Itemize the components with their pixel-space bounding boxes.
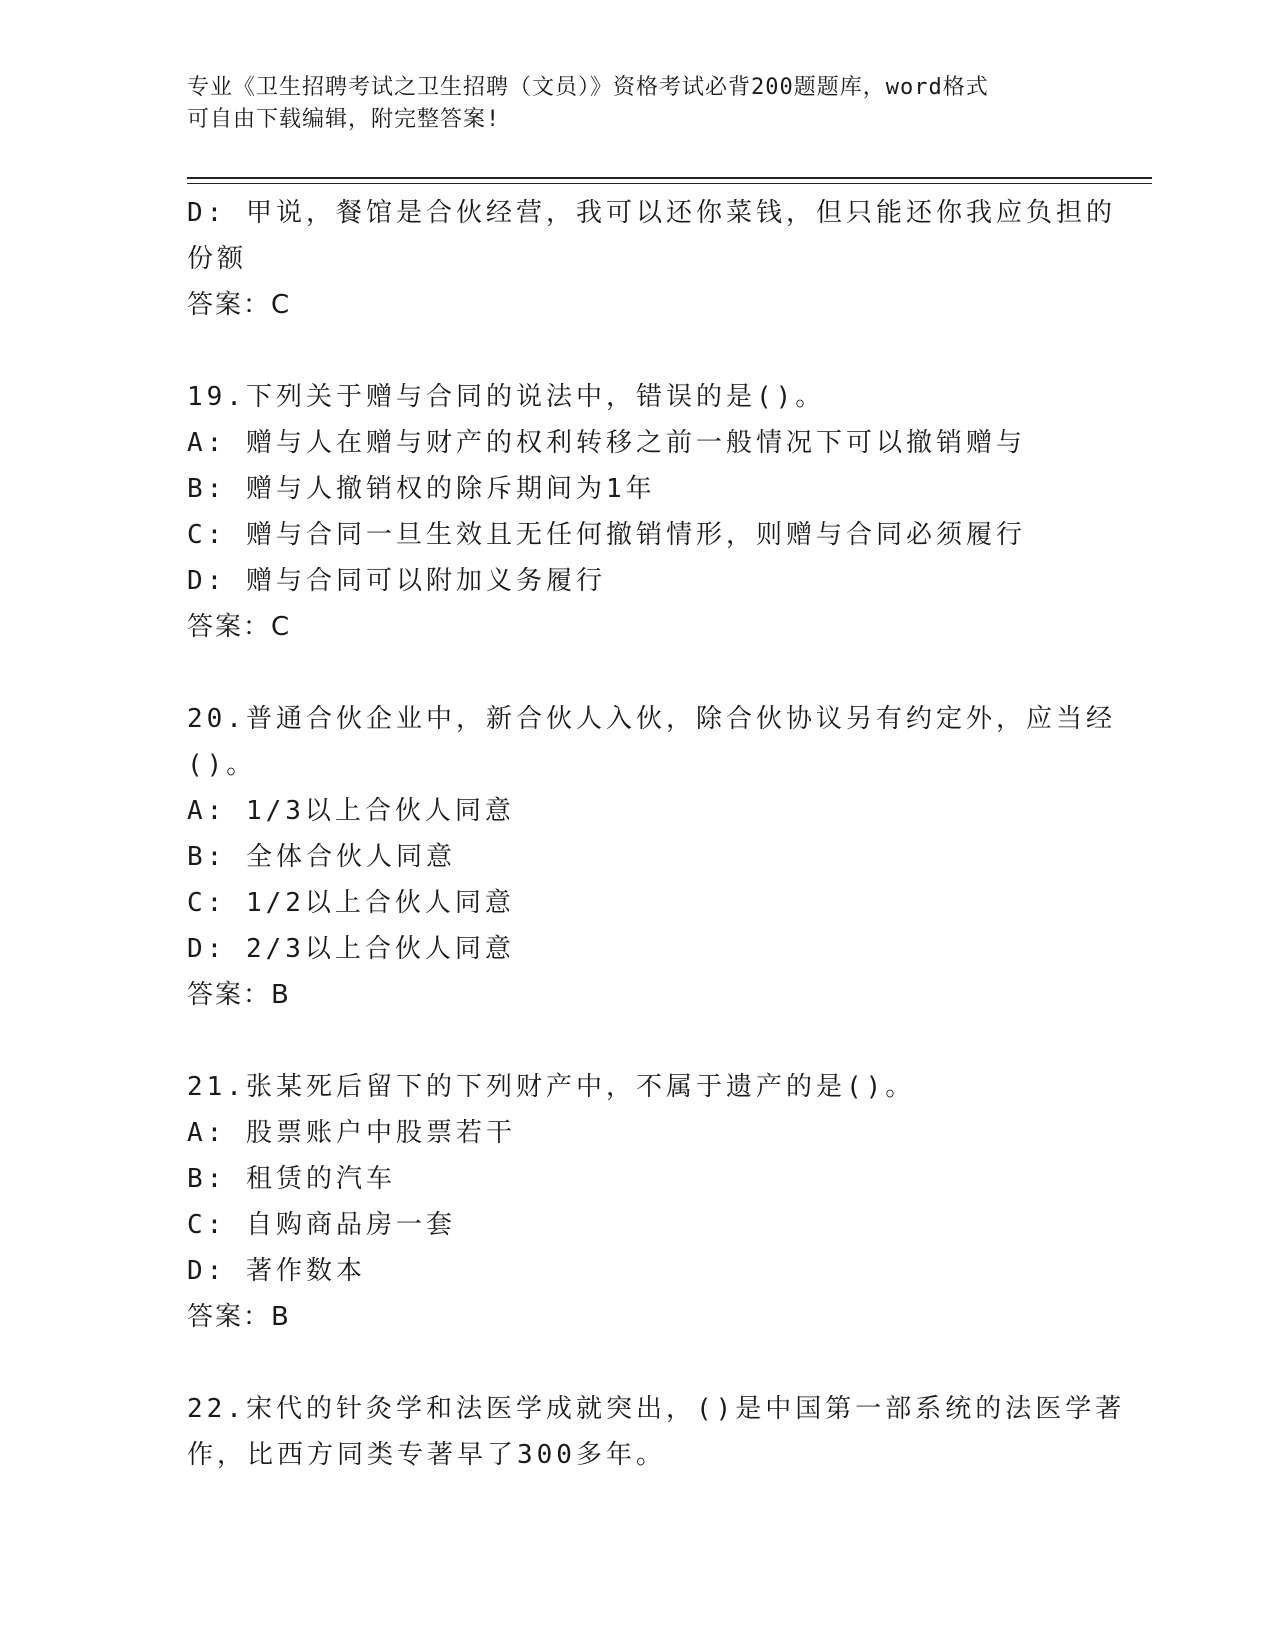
option-d: D: 甲说，餐馆是合伙经营，我可以还你菜钱，但只能还你我应负担的: [187, 198, 1116, 228]
question-text-continued: 作，比西方同类专著早了300多年。: [187, 1440, 666, 1470]
question-block-18: [187, 190, 1116, 328]
header-line-1: 专业《卫生招聘考试之卫生招聘（文员）》资格考试必背200题题库，word格式: [187, 75, 989, 100]
question-text: 20.普通合伙企业中，新合伙人入伙，除合伙协议另有约定外，应当经: [187, 704, 1116, 734]
question-text: 19.下列关于赠与合同的说法中，错误的是()。: [187, 382, 826, 412]
option-d: D: 著作数本: [187, 1256, 366, 1286]
option-d-continued: 份额: [187, 244, 248, 274]
spacer: [187, 1340, 1087, 1386]
question-block-19: [187, 374, 1087, 650]
question-text: 22.宋代的针灸学和法医学成就突出，()是中国第一部系统的法医学著: [187, 1394, 1126, 1424]
question-text-continued: ()。: [187, 750, 257, 780]
spacer: [187, 1018, 1087, 1064]
question-block-22: [187, 1386, 1126, 1478]
question-block-20: [187, 696, 1116, 1018]
option-b: B: 租赁的汽车: [187, 1164, 396, 1194]
document-body: [187, 190, 1126, 1478]
question-block-21: [187, 1064, 1087, 1340]
answer: 答案：B: [187, 980, 291, 1010]
header-divider-thin: [187, 183, 1152, 184]
question-text: 21.张某死后留下的下列财产中，不属于遗产的是()。: [187, 1072, 916, 1102]
option-d: D: 2/3以上合伙人同意: [187, 934, 515, 964]
option-b: B: 全体合伙人同意: [187, 842, 456, 872]
header-line-2: 可自由下载编辑，附完整答案!: [187, 107, 501, 132]
option-a: A: 1/3以上合伙人同意: [187, 796, 515, 826]
spacer: [187, 650, 1087, 696]
header-divider-thick: [187, 177, 1152, 179]
option-c: C: 赠与合同一旦生效且无任何撤销情形，则赠与合同必须履行: [187, 520, 1026, 550]
option-b: B: 赠与人撤销权的除斥期间为1年: [187, 474, 656, 504]
option-a: A: 股票账户中股票若干: [187, 1118, 516, 1148]
option-c: C: 自购商品房一套: [187, 1210, 456, 1240]
answer: 答案：B: [187, 1302, 291, 1332]
answer: 答案：C: [187, 290, 292, 320]
answer: 答案：C: [187, 612, 292, 642]
document-header: [187, 72, 1087, 136]
option-d: D: 赠与合同可以附加义务履行: [187, 566, 606, 596]
option-c: C: 1/2以上合伙人同意: [187, 888, 515, 918]
option-a: A: 赠与人在赠与财产的权利转移之前一般情况下可以撤销赠与: [187, 428, 1026, 458]
spacer: [187, 328, 1087, 374]
